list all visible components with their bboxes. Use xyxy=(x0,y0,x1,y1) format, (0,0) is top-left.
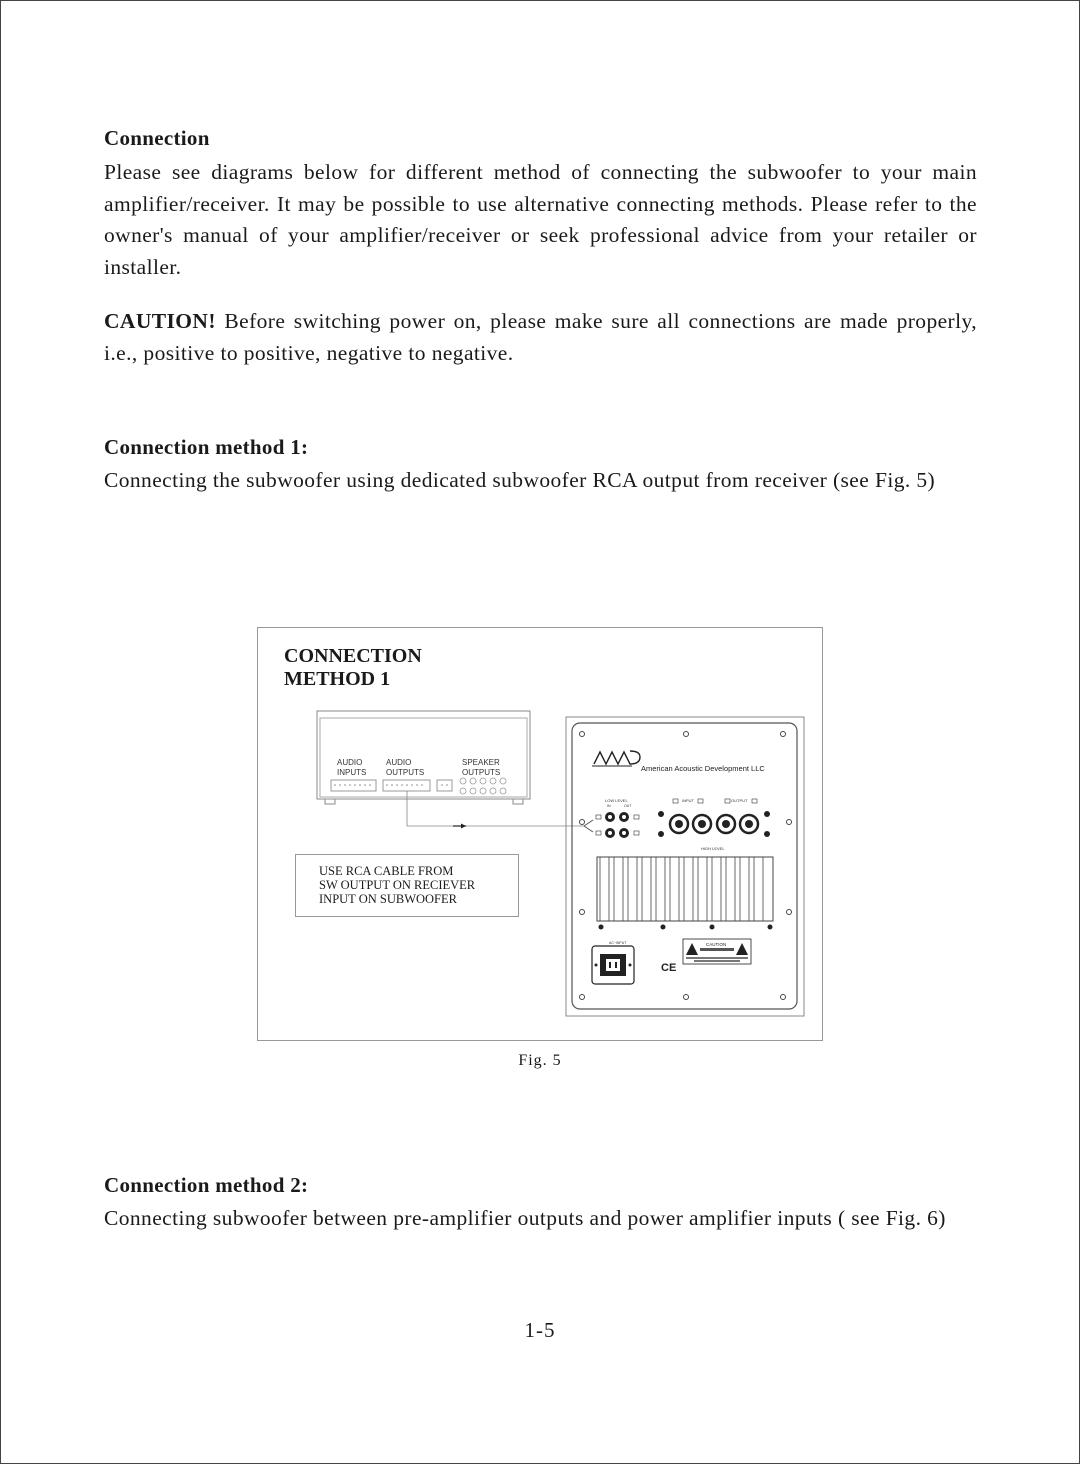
method2-heading: Connection method 2: xyxy=(104,1173,309,1197)
note-line-2: SW OUTPUT ON RECIEVER xyxy=(319,878,476,892)
speaker-outputs-label-2: OUTPUTS xyxy=(462,768,501,777)
output-label: OUTPUT xyxy=(731,798,748,803)
ce-mark-icon: CE xyxy=(661,962,677,974)
out-label: OUT xyxy=(624,804,632,808)
ac-input-socket xyxy=(592,946,634,984)
warning-triangle-icon xyxy=(736,943,748,955)
low-level-jacks xyxy=(596,812,639,838)
figure-title-line1: CONNECTION xyxy=(284,645,422,667)
heat-sink xyxy=(597,857,773,921)
note-line-3: INPUT ON SUBWOOFER xyxy=(319,892,457,906)
high-level-binding-posts xyxy=(658,799,770,837)
audio-inputs-label-1: AUDIO xyxy=(337,758,363,767)
arrow-icon xyxy=(461,824,466,829)
audio-inputs-label-2: INPUTS xyxy=(337,768,367,777)
note-line-1: USE RCA CABLE FROM xyxy=(319,864,454,878)
brand-label: American Acoustic Development LLC xyxy=(641,764,765,773)
in-label: IN xyxy=(607,804,611,808)
high-level-label: HIGH LEVEL xyxy=(701,846,725,851)
ac-input-label: AC~INPUT xyxy=(609,941,627,945)
figure-caption: Fig. 5 xyxy=(518,1052,562,1069)
caution-mark-label: CAUTION xyxy=(706,942,727,947)
receiver-unit xyxy=(317,711,530,804)
figure-title-line2: METHOD 1 xyxy=(284,668,391,690)
audio-outputs-label-1: AUDIO xyxy=(386,758,412,767)
instruction-note-box xyxy=(295,854,519,917)
subwoofer-panel xyxy=(566,717,804,1016)
method1-heading: Connection method 1: xyxy=(104,435,309,459)
connection-heading: Connection xyxy=(104,126,210,150)
caution-label-box xyxy=(683,939,751,964)
aad-logo xyxy=(592,751,640,766)
input-label: INPUT xyxy=(682,798,694,803)
page-number: 1-5 xyxy=(524,1318,556,1342)
method1-paragraph: Connecting the subwoofer using dedicated subwoofer RCA output from receiver (see Fig. 5) xyxy=(104,468,936,492)
connection-paragraph: Please see diagrams below for different method of connecting the subwoofer to your main amplifier/receiver. It may be possible to use alternative connecting methods. Please refer to the owner's manual of your amplifier/receiver or seek professional advice from your retailer or installer. xyxy=(104,160,977,279)
method2-paragraph: Connecting subwoofer between pre-amplifier outputs and power amplifier inputs ( see Fig. 6) xyxy=(104,1206,946,1230)
caution-label: CAUTION! xyxy=(104,309,216,333)
caution-text: Before switching power on, please make sure all connections are made properly, i.e., positive to positive, negative to negative. xyxy=(104,309,977,365)
low-level-label: LOW LEVEL xyxy=(605,798,628,803)
warning-triangle-icon xyxy=(686,943,698,955)
audio-outputs-label-2: OUTPUTS xyxy=(386,768,425,777)
speaker-outputs-label-1: SPEAKER xyxy=(462,758,500,767)
